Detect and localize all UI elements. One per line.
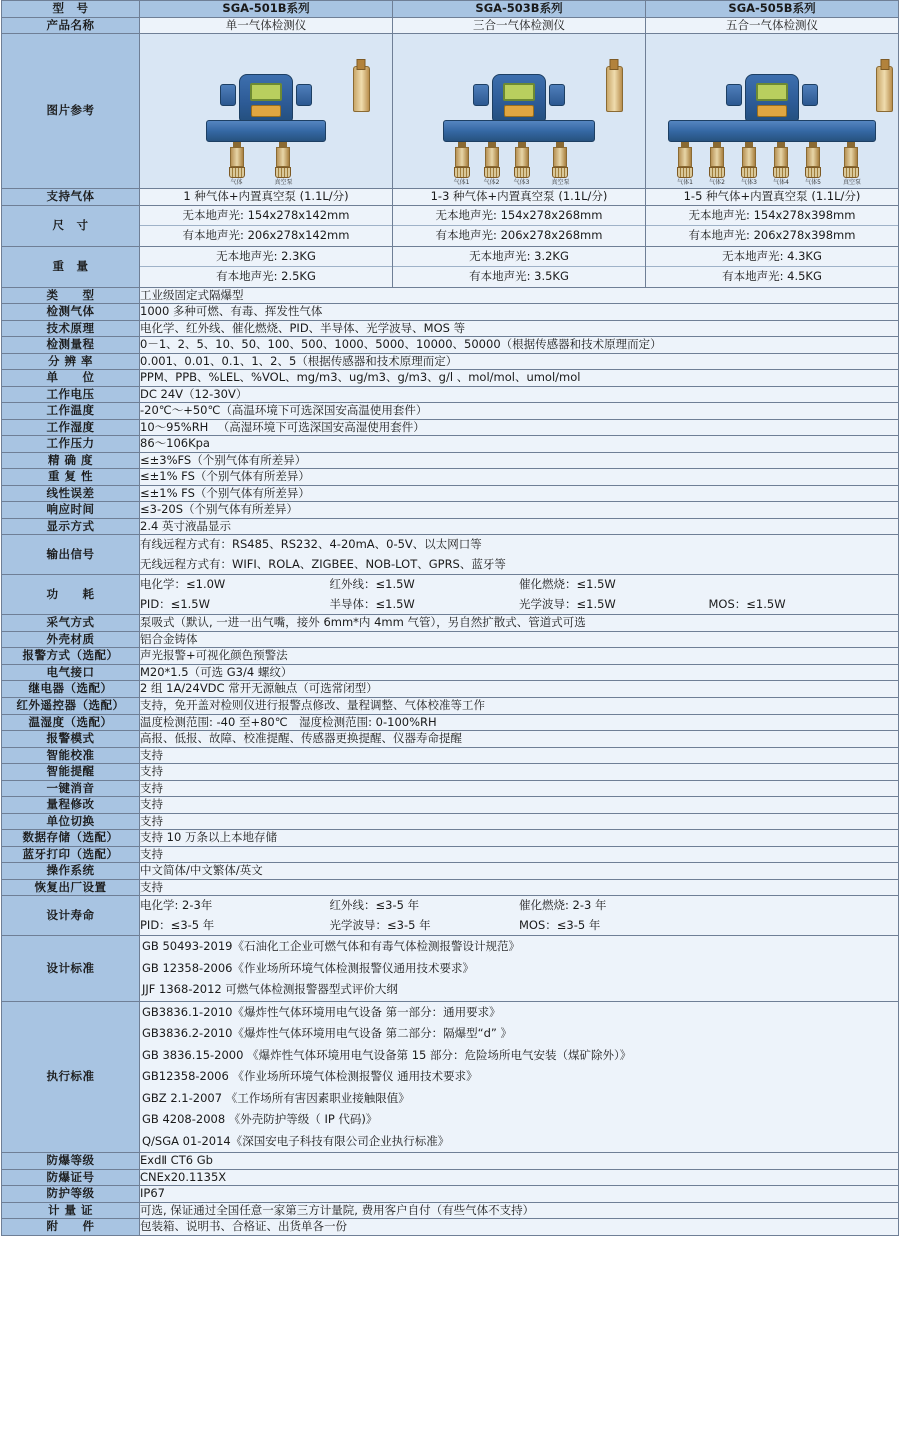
sensor-label-gas4: 气体4 (773, 179, 789, 187)
row-label-tech-principle: 技术原理 (2, 320, 140, 337)
table-row-exec-standard (2, 1001, 899, 1153)
sensor-gas3 (741, 142, 757, 187)
device-illustration-1 (159, 38, 374, 188)
table-row-unit-switch (2, 813, 899, 830)
table-row-voltage (2, 386, 899, 403)
exec-standard-line-5: GBZ 2.1-2007 《工作场所有害因素职业接触限值》 (142, 1090, 410, 1105)
relay-opt-value: 2 组 1A/24VDC 常开无源触点（可选常闭型） (140, 681, 899, 698)
power-cell-4 (709, 575, 899, 595)
exec-standard-line-4: GB12358-2006 《作业场所环境气体检测报警仪 通用技术要求》 (142, 1069, 478, 1084)
design-life-value (140, 896, 899, 936)
ir-remote-opt-value: 支持，免开盖对检则仪进行报警点修改、量程调整、气体校准等工作 (140, 697, 899, 714)
response-time-value: ≤3-20S（个别气体有所差异） (140, 502, 899, 519)
weight-2 (393, 246, 646, 287)
model-header-1: SGA-501B系列 (140, 1, 393, 18)
table-row-smart-remind (2, 764, 899, 781)
device-screen (756, 83, 788, 101)
design-standard-value (140, 936, 899, 1002)
size-2-line1: 无本地声光: 154x278x268mm (435, 207, 603, 222)
model-header-2: SGA-503B系列 (393, 1, 646, 18)
detect-gas-value: 1000 多种可燃、有毒、挥发性气体 (140, 304, 899, 321)
shell-value: 铝合金铸体 (140, 631, 899, 648)
sampling-value: 泵吸式（默认, 一进一出气嘴，接外 6mm*内 4mm 气管），另自然扩散式、管道式可选 (140, 615, 899, 632)
sensor-label-gas1: 气体1 (453, 179, 470, 187)
exec-standard-line-3: GB 3836.15-2000 《爆炸性气体环境用电气设备第 15 部分：危险场所电气安装（煤矿除外）》 (142, 1047, 632, 1062)
row-label-ip-grade: 防护等级 (2, 1186, 140, 1203)
design-life-cell-7: MOS：≤3-5 年 (519, 917, 601, 932)
metrology-cert-value: 可选, 保证通过全国任意一家第三方计量院, 费用客户自付（有些气体不支持） (140, 1202, 899, 1219)
row-label-electrical-port: 电气接口 (2, 664, 140, 681)
row-label-design-standard: 设计标准 (2, 936, 140, 1002)
table-row-one-key-mute (2, 780, 899, 797)
design-life-cell-1: 电化学: 2-3年 (140, 898, 213, 913)
device-manifold (668, 120, 876, 142)
design-standard-line-1: GB 50493-2019《石油化工企业可燃气体和有毒气体检测报警设计规范》 (142, 939, 520, 954)
size-1-line2: 有本地声光: 206x278x142mm (140, 225, 392, 246)
weight-1 (140, 246, 393, 287)
power-value (140, 575, 899, 615)
row-label-size: 尺 寸 (2, 205, 140, 246)
design-life-cell-8 (709, 916, 899, 936)
size-3-line1: 无本地声光: 154x278x398mm (688, 207, 856, 222)
sensor-gas (229, 142, 245, 187)
electrical-port-value: M20*1.5（可选 G3/4 螺纹） (140, 664, 899, 681)
table-row-category (2, 287, 899, 304)
ex-cert-no-value: CNEx20.1135X (140, 1169, 899, 1186)
tech-principle-value: 电化学、红外线、催化燃烧、PID、半导体、光学波导、MOS 等 (140, 320, 899, 337)
table-row-power (2, 575, 899, 615)
row-label-work-pressure: 工作压力 (2, 436, 140, 453)
table-row-tech-principle (2, 320, 899, 337)
table-row-smart-calib (2, 747, 899, 764)
device-body (239, 74, 293, 122)
power-cell-7: 光学波导：≤1.5W (519, 596, 616, 611)
data-storage-opt-value: 支持 10 万条以上本地存储 (140, 830, 899, 847)
table-row-ex-cert-no (2, 1169, 899, 1186)
sensor-label-gas5: 气体5 (805, 179, 821, 187)
work-pressure-value: 86～106Kpa (140, 436, 899, 453)
device-manifold (206, 120, 326, 142)
design-life-cell-3: 催化燃烧: 2-3 年 (519, 898, 607, 913)
exec-standard-value (140, 1001, 899, 1153)
sensor-label-gas3: 气体3 (513, 179, 530, 187)
repeatability-value: ≤±1% FS（个别气体有所差异） (140, 469, 899, 486)
table-row-ip-grade (2, 1186, 899, 1203)
row-label-image-reference: 图片参考 (2, 34, 140, 189)
table-row-image-reference (2, 34, 899, 189)
row-label-one-key-mute: 一键消音 (2, 780, 140, 797)
sensor-label-gas3: 气体3 (741, 179, 757, 187)
table-row-work-temp (2, 403, 899, 420)
ex-grade-value: ExdⅡ CT6 Gb (140, 1153, 899, 1170)
row-label-ex-cert-no: 防爆证号 (2, 1169, 140, 1186)
sensor-label-gas2: 气体2 (483, 179, 500, 187)
table-row-metrology-cert (2, 1202, 899, 1219)
table-row-shell (2, 631, 899, 648)
sensor-label-gas1: 气体1 (677, 179, 693, 187)
table-row-ir-remote-opt (2, 697, 899, 714)
row-label-ir-remote-opt: 红外遥控器（选配） (2, 697, 140, 714)
sensor-label-pump: 真空泵 (551, 179, 570, 187)
row-label-smart-calib: 智能校准 (2, 747, 140, 764)
row-label-sampling: 采气方式 (2, 615, 140, 632)
sensor-label-gas2: 气体2 (709, 179, 725, 187)
exec-standard-line-2: GB3836.2-2010《爆炸性气体环境用电气设备 第二部分：隔爆型“d” 》 (142, 1026, 512, 1041)
row-label-repeatability: 重 复 性 (2, 469, 140, 486)
range-modify-value: 支持 (140, 797, 899, 814)
accessories-value: 包装箱、说明书、合格证、出货单各一份 (140, 1219, 899, 1236)
unit-value: PPM、PPB、%LEL、%VOL、mg/m3、ug/m3、g/m3、g/l 、mol/mol、umol/mol (140, 370, 899, 387)
product-image-1 (140, 34, 393, 189)
row-label-alarm-mode: 报警模式 (2, 731, 140, 748)
design-life-cell-4 (709, 896, 899, 916)
support-gas-2: 1-3 种气体+内置真空泵 (1.1L/分) (393, 189, 646, 206)
power-cell-1: 电化学：≤1.0W (140, 577, 226, 592)
weight-3-line1: 无本地声光: 4.3KG (722, 248, 822, 263)
output-line-2: 无线远程方式有：WIFI、ROLA、ZIGBEE、NOB-LOT、GPRS、蓝牙等 (140, 556, 506, 571)
table-row-ex-grade (2, 1153, 899, 1170)
table-row-electrical-port (2, 664, 899, 681)
size-3 (646, 205, 899, 246)
design-standard-line-2: GB 12358-2006《作业场所环境气体检测报警仪通用技术要求》 (142, 960, 474, 975)
size-3-line2: 有本地声光: 206x278x398mm (646, 225, 898, 246)
sensor-pump (552, 142, 568, 187)
row-label-weight: 重 量 (2, 246, 140, 287)
row-label-smart-remind: 智能提醒 (2, 764, 140, 781)
sensor-label-pump: 真空泵 (843, 179, 862, 187)
power-cell-2: 红外线：≤1.5W (329, 577, 415, 592)
factory-reset-value: 支持 (140, 879, 899, 896)
row-label-bluetooth-print-opt: 蓝牙打印（选配） (2, 846, 140, 863)
accuracy-value: ≤±3%FS（个别气体有所差异） (140, 452, 899, 469)
smart-calib-value: 支持 (140, 747, 899, 764)
table-row-detect-gas (2, 304, 899, 321)
output-line-1: 有线远程方式有：RS485、RS232、4-20mA、0-5V、以太网口等 (140, 537, 482, 552)
row-label-category: 类 型 (2, 287, 140, 304)
linear-error-value: ≤±1% FS（个别气体有所差异） (140, 485, 899, 502)
device-sensors-1 (159, 142, 374, 188)
voltage-value: DC 24V（12-30V） (140, 386, 899, 403)
device-manifold (443, 120, 595, 142)
display-value: 2.4 英寸液晶显示 (140, 518, 899, 535)
row-label-accuracy: 精 确 度 (2, 452, 140, 469)
row-label-support-gas: 支持气体 (2, 189, 140, 206)
ip-grade-value: IP67 (140, 1186, 899, 1203)
table-row-work-humidity (2, 419, 899, 436)
device-knob (757, 105, 787, 117)
row-label-shell: 外壳材质 (2, 631, 140, 648)
sensor-label-pump: 真空泵 (274, 179, 293, 187)
smart-remind-value: 支持 (140, 764, 899, 781)
row-label-work-temp: 工作温度 (2, 403, 140, 420)
design-life-grid (140, 896, 898, 935)
row-label-model: 型 号 (2, 1, 140, 18)
one-key-mute-value: 支持 (140, 780, 899, 797)
weight-2-line2: 有本地声光: 3.5KG (393, 266, 645, 287)
design-life-cell-5: PID：≤3-5 年 (140, 917, 215, 932)
sensor-label-gas: 气体 (230, 179, 243, 187)
row-label-data-storage-opt: 数据存储（选配） (2, 830, 140, 847)
row-label-display: 显示方式 (2, 518, 140, 535)
table-row-work-pressure (2, 436, 899, 453)
table-row-repeatability (2, 469, 899, 486)
product-name-2: 三合一气体检测仪 (393, 17, 646, 34)
device-ear-left (220, 84, 236, 106)
row-label-detect-gas: 检测气体 (2, 304, 140, 321)
table-row-support-gas (2, 189, 899, 206)
row-label-power: 功 耗 (2, 575, 140, 615)
model-header-3: SGA-505B系列 (646, 1, 899, 18)
sensor-gas5 (805, 142, 821, 187)
specification-table (1, 0, 899, 1236)
table-row-display (2, 518, 899, 535)
sensor-gas2 (484, 142, 500, 187)
row-label-range: 检测量程 (2, 337, 140, 354)
table-row-bluetooth-print-opt (2, 846, 899, 863)
device-ear-left (473, 84, 489, 106)
size-1-line1: 无本地声光: 154x278x142mm (182, 207, 350, 222)
weight-1-line2: 有本地声光: 2.5KG (140, 266, 392, 287)
row-label-voltage: 工作电压 (2, 386, 140, 403)
row-label-metrology-cert: 计 量 证 (2, 1202, 140, 1219)
weight-3 (646, 246, 899, 287)
table-row-sampling (2, 615, 899, 632)
table-row-relay-opt (2, 681, 899, 698)
power-cell-3: 催化燃烧：≤1.5W (519, 577, 616, 592)
device-ear-right (549, 84, 565, 106)
product-name-3: 五合一气体检测仪 (646, 17, 899, 34)
device-pump-cylinder (606, 66, 623, 112)
row-label-product-name: 产品名称 (2, 17, 140, 34)
sensor-pump (843, 142, 862, 187)
device-ear-right (296, 84, 312, 106)
alarm-mode-opt-value: 声光报警+可视化颜色预警法 (140, 648, 899, 665)
work-temp-value: -20℃～+50℃（高温环境下可选深国安高温使用套件） (140, 403, 899, 420)
device-illustration-2 (412, 38, 627, 188)
row-label-resolution: 分 辨 率 (2, 353, 140, 370)
row-label-range-modify: 量程修改 (2, 797, 140, 814)
table-row-alarm-mode-opt (2, 648, 899, 665)
row-label-linear-error: 线性误差 (2, 485, 140, 502)
size-2 (393, 205, 646, 246)
sensor-gas4 (773, 142, 789, 187)
device-pump-cylinder (353, 66, 370, 112)
table-row-resolution (2, 353, 899, 370)
exec-standard-line-6: GB 4208-2008 《外壳防护等级（ IP 代码)》 (142, 1112, 378, 1127)
table-row-unit (2, 370, 899, 387)
sensor-gas3 (514, 142, 530, 187)
device-ear-left (726, 84, 742, 106)
exec-standard-line-1: GB3836.1-2010《爆炸性气体环境用电气设备 第一部分：通用要求》 (142, 1004, 501, 1019)
power-cell-8: MOS：≤1.5W (708, 596, 786, 611)
resolution-value: 0.001、0.01、0.1、1、2、5（根据传感器和技术原理而定） (140, 353, 899, 370)
row-label-ex-grade: 防爆等级 (2, 1153, 140, 1170)
design-life-cell-2: 红外线：≤3-5 年 (329, 898, 420, 913)
device-screen (503, 83, 535, 101)
work-humidity-value: 10～95%RH （高湿环境下可选深国安高湿使用套件） (140, 419, 899, 436)
exec-standard-line-7: Q/SGA 01-2014《深国安电子科技有限公司企业执行标准》 (142, 1133, 450, 1148)
table-row-response-time (2, 502, 899, 519)
product-image-2 (393, 34, 646, 189)
sensor-pump (275, 142, 291, 187)
row-label-relay-opt: 继电器（选配） (2, 681, 140, 698)
unit-switch-value: 支持 (140, 813, 899, 830)
row-label-factory-reset: 恢复出厂设置 (2, 879, 140, 896)
table-row-output (2, 535, 899, 575)
power-cell-6: 半导体：≤1.5W (329, 596, 415, 611)
device-sensors-2 (412, 142, 627, 188)
table-row-design-standard (2, 936, 899, 1002)
row-label-os: 操作系统 (2, 863, 140, 880)
device-screen (250, 83, 282, 101)
size-1 (140, 205, 393, 246)
table-row-range (2, 337, 899, 354)
table-row-temp-humi-opt (2, 714, 899, 731)
table-row-os (2, 863, 899, 880)
device-pump-cylinder (876, 66, 893, 112)
temp-humi-opt-value: 温度检测范围: -40 至+80℃ 湿度检测范围: 0-100%RH (140, 714, 899, 731)
bluetooth-print-opt-value: 支持 (140, 846, 899, 863)
row-label-work-humidity: 工作湿度 (2, 419, 140, 436)
row-label-exec-standard: 执行标准 (2, 1001, 140, 1153)
table-row-factory-reset (2, 879, 899, 896)
row-label-response-time: 响应时间 (2, 502, 140, 519)
table-row-weight (2, 246, 899, 287)
os-value: 中文简体/中文繁体/英文 (140, 863, 899, 880)
device-sensors-3 (647, 142, 897, 188)
table-row-alarm-mode (2, 731, 899, 748)
product-name-1: 单一气体检测仪 (140, 17, 393, 34)
row-label-unit: 单 位 (2, 370, 140, 387)
table-row-design-life (2, 896, 899, 936)
table-row-linear-error (2, 485, 899, 502)
row-label-accessories: 附 件 (2, 1219, 140, 1236)
row-label-output: 输出信号 (2, 535, 140, 575)
alarm-mode-value: 高报、低报、故障、校准提醒、传感器更换提醒、仪器寿命提醒 (140, 731, 899, 748)
range-value: 0－1、2、5、10、50、100、500、1000、5000、10000、50000（根据传感器和技术原理而定） (140, 337, 899, 354)
table-row-size (2, 205, 899, 246)
design-standard-line-3: JJF 1368-2012 可燃气体检测报警器型式评价大纲 (142, 982, 398, 997)
size-2-line2: 有本地声光: 206x278x268mm (393, 225, 645, 246)
support-gas-3: 1-5 种气体+内置真空泵 (1.1L/分) (646, 189, 899, 206)
device-ear-right (802, 84, 818, 106)
device-knob (251, 105, 281, 117)
row-label-design-life: 设计寿命 (2, 896, 140, 936)
table-row-product-name (2, 17, 899, 34)
table-row-data-storage-opt (2, 830, 899, 847)
power-grid (140, 575, 898, 614)
device-body (745, 74, 799, 122)
table-row-model (2, 1, 899, 18)
row-label-alarm-mode-opt: 报警方式（选配） (2, 648, 140, 665)
category-value: 工业级固定式隔爆型 (140, 287, 899, 304)
sensor-gas1 (677, 142, 693, 187)
device-illustration-3 (647, 38, 897, 188)
table-row-range-modify (2, 797, 899, 814)
row-label-temp-humi-opt: 温湿度（选配） (2, 714, 140, 731)
support-gas-1: 1 种气体+内置真空泵 (1.1L/分) (140, 189, 393, 206)
sensor-gas2 (709, 142, 725, 187)
weight-1-line1: 无本地声光: 2.3KG (216, 248, 316, 263)
weight-2-line1: 无本地声光: 3.2KG (469, 248, 569, 263)
design-life-cell-6: 光学波导：≤3-5 年 (329, 917, 431, 932)
table-row-accuracy (2, 452, 899, 469)
output-value (140, 535, 899, 575)
table-row-accessories (2, 1219, 899, 1236)
device-body (492, 74, 546, 122)
weight-3-line2: 有本地声光: 4.5KG (646, 266, 898, 287)
sensor-gas1 (454, 142, 470, 187)
power-cell-5: PID：≤1.5W (140, 596, 210, 611)
row-label-unit-switch: 单位切换 (2, 813, 140, 830)
device-knob (504, 105, 534, 117)
product-image-3 (646, 34, 899, 189)
